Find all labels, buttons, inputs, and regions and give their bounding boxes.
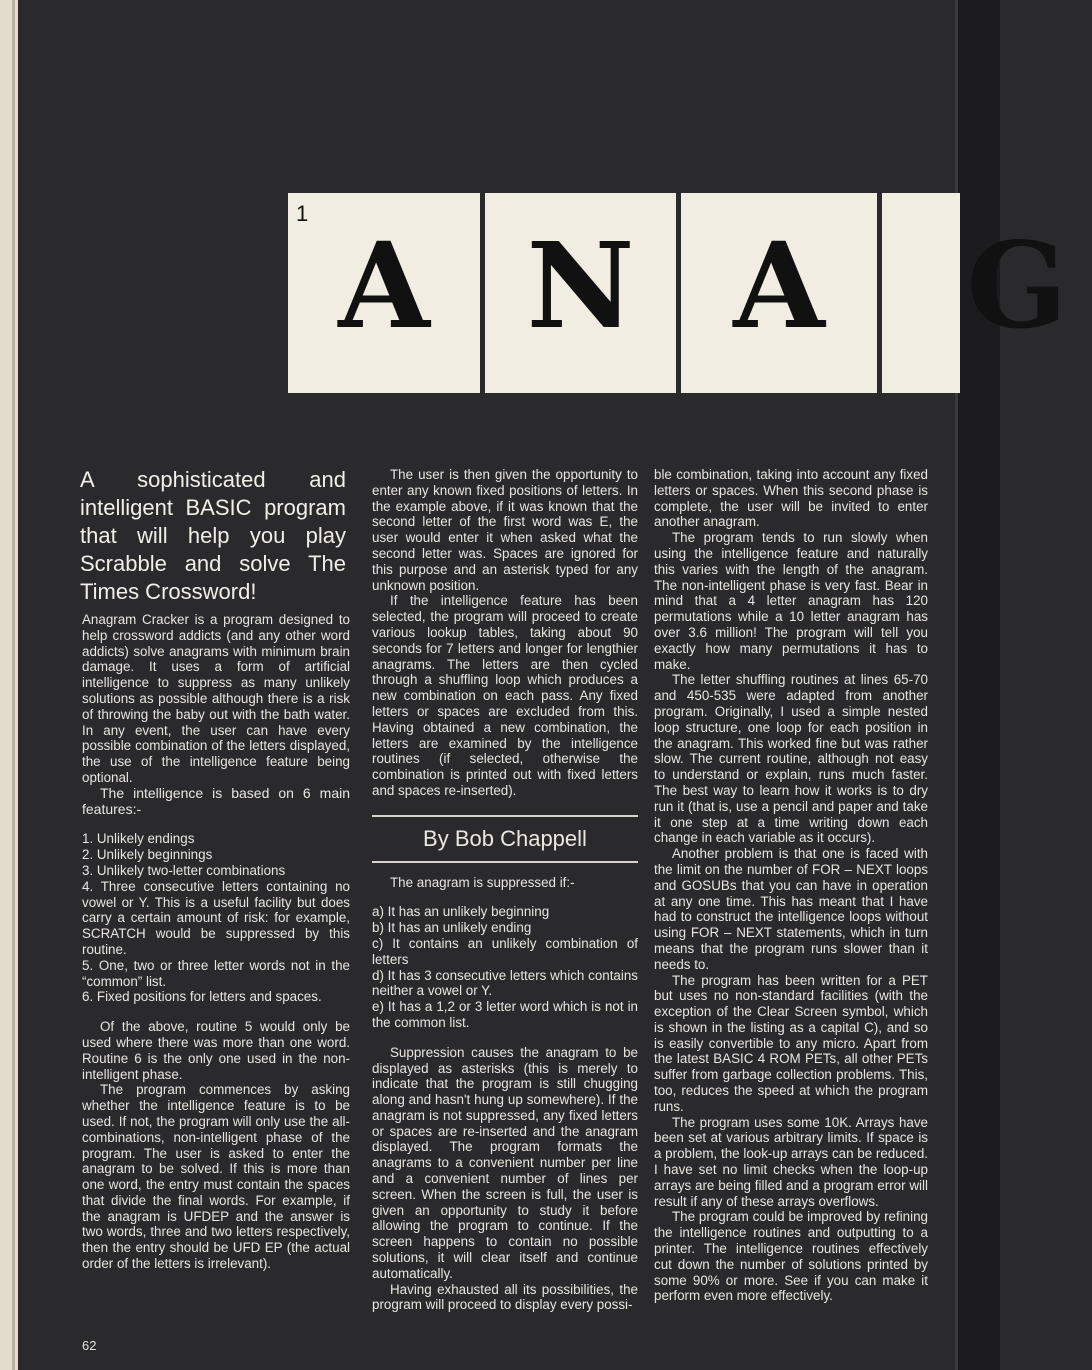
spacer bbox=[372, 799, 638, 815]
spacer bbox=[372, 1031, 638, 1045]
list-item: c) It contains an unlikely combination of letters bbox=[372, 935, 638, 967]
intro-headline: A sophisticated and intelligent BASIC program that will help you play Scrabble and solve The Times Crossword! bbox=[80, 467, 346, 604]
title-tile-2 bbox=[485, 193, 676, 393]
column-1 bbox=[82, 612, 350, 1272]
list-item: d) It has 3 consecutive letters which contains neither a vowel or Y. bbox=[372, 967, 638, 999]
page-edge-right bbox=[958, 0, 1000, 1370]
paragraph: The program tends to run slowly when using the intelligence feature and naturally this varies with the length of the anagram. The non-intelligent phase is very fast. Bear in mind that a 4 letter anagram has 120 permutations while a 10 letter anagram has over 3.6 million! The program will tell you exactly how many permutations it has to make. bbox=[654, 530, 928, 672]
list-item: 1. Unlikely endings bbox=[82, 831, 195, 847]
list-item: 6. Fixed positions for letters and spaces. bbox=[82, 989, 322, 1005]
list-item: b) It has an unlikely ending bbox=[372, 920, 532, 936]
spacer bbox=[372, 890, 638, 904]
list-item: 4. Three consecutive letters containing no vowel or Y. This is a useful facility but does carry a certain amount of risk: for example, SCRATCH would be suppressed by this routine. bbox=[82, 878, 350, 957]
paragraph: The program commences by asking whether the intelligence feature is to be used. If not, the program will only use the all-combinations, non-intelligent phase of the program. The user is asked to enter the anagram to be solved. If this is more than one word, the entry must contain the spaces that divide the final words. For example, if the anagram is UFDEP and the answer is two words, three and two letters respectively, then the entry should be UFD EP (the actual order of the letters is irrelevant). bbox=[82, 1082, 350, 1272]
column-3 bbox=[654, 467, 928, 1304]
paragraph: The program uses some 10K. Arrays have been set at various arbitrary limits. If space is a problem, the look-up arrays can be reduced. I have set no limit checks when the loop-up arrays are being filled and a program error will result if any of these arrays overflows. bbox=[654, 1114, 928, 1209]
page-edge-left bbox=[0, 0, 18, 1370]
tile-letter-2: N bbox=[526, 216, 635, 355]
paragraph: The user is then given the opportunity to enter any known fixed positions of letters. In the example above, if it was known that the second letter of the first word was E, the user would enter it when asked what the second letter was. Spaces are ignored for this purpose and an asterisk typed for any unknown position. bbox=[372, 467, 638, 593]
features-list bbox=[82, 831, 350, 1005]
spacer bbox=[82, 1005, 350, 1019]
suppressed-intro: The anagram is suppressed if:- bbox=[390, 874, 575, 890]
paragraph: The intelligence is based on 6 main features:- bbox=[82, 784, 350, 817]
paragraph: Another problem is that one is faced with the limit on the number of FOR – NEXT loops and GOSUBs that you can have in operation at any one time. This has meant that I have had to construct the intelligence loops without using FOR – NEXT statements, which in turn means that the program runs slower than it needs to. bbox=[654, 846, 928, 972]
list-item: 2. Unlikely beginnings bbox=[82, 847, 213, 863]
list-item: e) It has a 1,2 or 3 letter word which is not in the common list. bbox=[372, 999, 638, 1030]
byline: By Bob Chappell bbox=[423, 825, 587, 851]
page-number: 62 bbox=[82, 1338, 97, 1353]
title-tile-1 bbox=[288, 193, 480, 393]
spacer bbox=[82, 817, 350, 831]
title-tiles bbox=[288, 193, 1068, 393]
list-item: a) It has an unlikely beginning bbox=[372, 904, 550, 920]
tile-number: 1 bbox=[296, 201, 309, 226]
title-tile-4 bbox=[882, 193, 1068, 393]
page-gutter-line bbox=[12, 0, 15, 1370]
paragraph: ble combination, taking into account any fixed letters or spaces. When this second phase is complete, the user will be invited to enter another anagram. bbox=[654, 467, 928, 530]
paragraph: Anagram Cracker is a program designed to help crossword addicts (and any other word addicts) solve anagrams with minimum brain damage. It uses a form of artificial intelligence to suppress as many unlikely solutions as possible although there is a risk of throwing the baby out with the bath water. In any event, the user can have every possible combination of the letters displayed, the use of the intelligence feature being optional. bbox=[82, 612, 350, 785]
title-tile-3 bbox=[681, 193, 877, 393]
paragraph: The program could be improved by refining the intelligence routines and outputting to a printer. The intelligence routines effectively cut down the number of solutions printed by some 90% or more. See if you can make it perform even more effectively. bbox=[654, 1209, 928, 1304]
divider-top bbox=[372, 815, 638, 817]
tile-letter-3: A bbox=[733, 216, 825, 355]
tile-letter-1: A bbox=[338, 216, 430, 355]
list-item: 3. Unlikely two-letter combinations bbox=[82, 862, 286, 878]
paragraph: Having exhausted all its possibilities, the program will proceed to display every possi- bbox=[372, 1281, 638, 1313]
paragraph: Of the above, routine 5 would only be used where there was more than one word. Routine 6 is the only one used in the non-intelligent phase. bbox=[82, 1019, 350, 1082]
paragraph: The program has been written for a PET but uses no non-standard facilities (with the exception of the Clear Screen symbol, which is shown in the listing as a capital C), and so is easily convertible to any micro. Apart from the latest BASIC 4 ROM PETs, all other PETs suffer from garbage collection problems. This, too, reduces the speed at which the program runs. bbox=[654, 972, 928, 1114]
paragraph: Suppression causes the anagram to be displayed as asterisks (this is merely to indicate that the program is still chugging along and hasn't hung up somewhere). If the anagram is not suppressed, any fixed letters or spaces are re-inserted and the anagram displayed. The program formats the anagrams to a convenient number per line and a convenient number of lines per screen. When the screen is full, the user is given an opportunity to study it before allowing the program to continue. If the screen happens to contain no possible solutions, it will clear itself and continue automatically. bbox=[372, 1044, 638, 1281]
spacer bbox=[372, 863, 638, 875]
paragraph: If the intelligence feature has been selected, the program will proceed to create various lookup tables, taking about 90 seconds for 7 letters and longer for lengthier anagrams. The letters are then cycled through a shuffling loop which produces a new combination on each pass. Any fixed letters or spaces are excluded from this. Having obtained a new combination, the letters are examined by the intelligence routines (if selected, otherwise the combination is printed out with fixed letters and spaces re-inserted). bbox=[372, 593, 638, 798]
conditions-list bbox=[372, 904, 638, 1030]
paragraph: The letter shuffling routines at lines 65-70 and 450-535 were adapted from another program. Originally, I used a simple nested loop structure, one loop for each position in the anagram. This worked fine but was rather slow. The current routine, although not easy to understand or explain, runs much faster. The best way to learn how it works is to dry run it (that is, use a pencil and paper and take it one step at a time writing down each change in each variable as it occurs). bbox=[654, 672, 928, 846]
tile-letter-4: G bbox=[966, 216, 1068, 355]
column-2 bbox=[372, 467, 638, 1313]
list-item: 5. One, two or three letter words not in the “common” list. bbox=[82, 957, 350, 989]
